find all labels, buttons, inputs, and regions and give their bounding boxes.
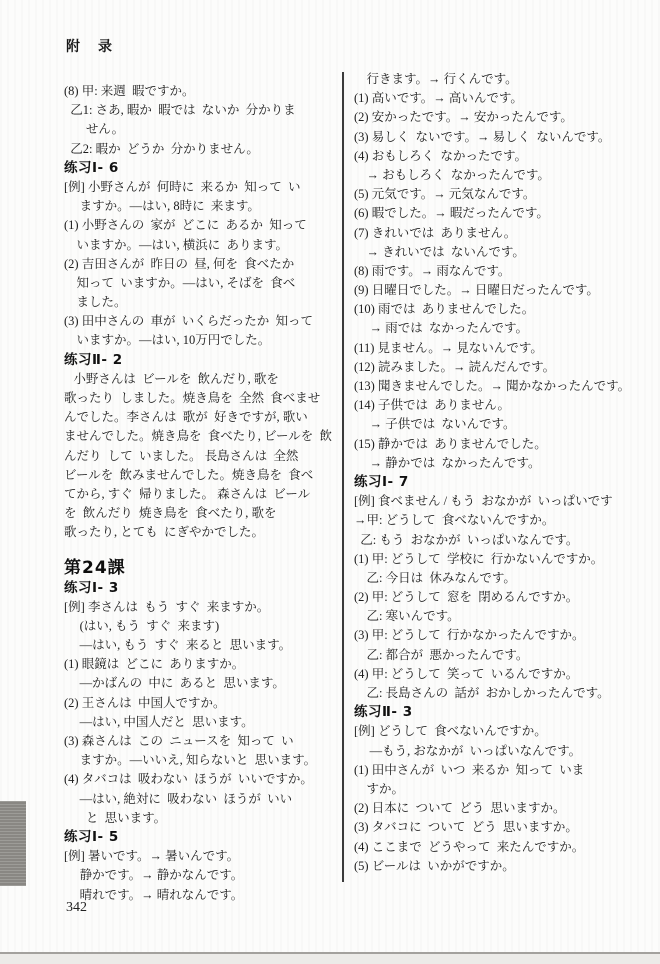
page-edge-thumb-tab <box>0 801 26 886</box>
text-line: (14) 子供では ありません。 <box>354 398 510 413</box>
exercise-heading: 练习Ⅱ- 3 <box>354 704 413 721</box>
exercise-heading: 练习Ⅰ- 6 <box>64 159 119 176</box>
text-line: [例] 暑いです。→ 暑いんです。 <box>64 849 240 864</box>
text-line: (2) 安かったです。→ 安かったんです。 <box>354 110 573 125</box>
text-line: —はい, もう すぐ 来ると 思います。 <box>64 638 292 653</box>
text-line: すか。 <box>354 781 405 796</box>
text-line: (3) 易しく ないです。→ 易しく ないんです。 <box>354 129 611 144</box>
lesson-title: 第24課 <box>64 557 126 578</box>
text-line: 小野さんは ビールを 飲んだり, 歌を <box>64 371 279 386</box>
text-line: (1) 高いです。→ 高いんです。 <box>354 91 523 106</box>
text-line: [例] どうして 食べないんですか。 <box>354 724 547 739</box>
text-line: → きれいでは ないんです。 <box>354 244 525 259</box>
exercise-heading: 练习Ⅱ- 2 <box>64 351 123 368</box>
text-line: (4) タバコは 吸わない ほうが いいですか。 <box>64 772 313 787</box>
text-line: (8) 雨です。→ 雨なんです。 <box>354 263 511 278</box>
text-line: (8) 甲: 来週 暇ですか。 <box>64 84 195 98</box>
text-line: (1) 眼鏡は どこに ありますか。 <box>64 657 245 672</box>
text-line: せん。 <box>64 122 125 137</box>
text-line: (3) 田中さんの 車が いくらだったか 知って <box>64 314 313 329</box>
text-line: (15) 静かでは ありませんでした。 <box>354 436 547 451</box>
text-line: (2) 甲: どうして 窓を 閉めるんですか。 <box>354 590 579 605</box>
text-line: 乙: 都合が 悪かったんです。 <box>354 647 529 662</box>
text-line: ビールを 飲みませんでした。焼き鳥を 食べ <box>64 467 314 482</box>
text-line: (6) 暇でした。→ 暇だったんです。 <box>354 206 549 221</box>
text-line: 乙2: 暇か どうか 分かりません。 <box>64 141 259 156</box>
text-line: (1) 甲: どうして 学校に 行かないんですか。 <box>354 551 604 566</box>
text-line: 乙: もう おなかが いっぱいなんです。 <box>354 532 579 547</box>
text-line: いますか。—はい, 横浜に あります。 <box>64 237 289 252</box>
text-line: 知って いますか。—はい, そばを 食べ <box>64 275 296 290</box>
text-line: (1) 田中さんが いつ 来るか 知って いま <box>354 762 585 777</box>
text-line: を 飲んだり 焼き鳥を 食べたり, 歌を <box>64 506 277 521</box>
text-line: → 静かでは なかったんです。 <box>354 455 541 470</box>
text-line: (2) 吉田さんが 昨日の 昼, 何を 食べたか <box>64 256 295 271</box>
text-line: ませんでした。焼き鳥を 食べたり, ビールを 飲 <box>64 429 333 444</box>
text-line: (2) 王さんは 中国人ですか。 <box>64 695 226 710</box>
right-column <box>354 70 638 876</box>
text-line: 乙: 今日は 休みなんです。 <box>354 570 516 585</box>
exercise-heading: 练习Ⅰ- 3 <box>64 579 119 596</box>
page-number: 342 <box>66 900 87 915</box>
scan-bottom-edge-shadow <box>0 954 660 964</box>
text-line: —かばんの 中に あると 思います。 <box>64 676 285 691</box>
text-line: ました。 <box>64 295 127 310</box>
text-line: (3) 甲: どうして 行かなかったんですか。 <box>354 628 585 643</box>
text-line: → 子供では ないんです。 <box>354 417 516 432</box>
text-line: 歌ったり しました。焼き鳥を 全然 食べませ <box>64 391 321 405</box>
text-line: んだり して いました。 長島さんは 全然 <box>64 448 299 463</box>
text-line: —はい, 絶対に 吸わない ほうが いい <box>64 791 293 806</box>
text-line: (4) おもしろく なかったです。 <box>354 148 527 163</box>
text-line: (9) 日曜日でした。→ 日曜日だったんです。 <box>354 283 599 298</box>
text-line: (10) 雨では ありませんでした。 <box>354 302 535 317</box>
text-line: [例] 小野さんが 何時に 来るか 知って い <box>64 179 301 194</box>
text-line: (5) ビールは いかがですか。 <box>354 858 515 873</box>
text-line: 行きます。→ 行くんです。 <box>354 72 518 86</box>
text-line: てから, すぐ 帰りました。 森さんは ビール <box>64 486 311 501</box>
text-line: ますか。—いいえ, 知らないと 思います。 <box>64 753 317 768</box>
text-line: —はい, 中国人だと 思います。 <box>64 714 254 729</box>
text-line: (2) 日本に ついて どう 思いますか。 <box>354 801 566 816</box>
text-line: (13) 聞きませんでした。→ 聞かなかったんです。 <box>354 379 631 393</box>
text-line: → 雨では なかったんです。 <box>354 321 529 336</box>
text-line: 歌ったり, とても にぎやかでした。 <box>64 525 265 540</box>
text-line: (1) 小野さんの 家が どこに あるか 知って <box>64 218 307 233</box>
text-line: ますか。—はい, 8時に 来ます。 <box>64 199 260 214</box>
appendix-header: 附 录 <box>66 39 114 55</box>
text-line: (3) 森さんは この ニュースを 知って い <box>64 734 294 748</box>
text-line: 乙1: さあ, 暇か 暇では ないか 分かりま <box>64 103 296 118</box>
text-line: [例] 食べません / もう おなかが いっぱいです <box>354 494 613 509</box>
text-line: と 思います。 <box>64 810 167 825</box>
text-line: (7) きれいでは ありません。 <box>354 225 517 240</box>
text-line: 乙: 長島さんの 話が おかしかったんです。 <box>354 686 610 700</box>
text-line: んでした。李さんは 歌が 好きですが, 歌い <box>64 410 308 425</box>
text-line: 晴れです。→ 晴れなんです。 <box>64 887 244 902</box>
column-divider-rule <box>342 72 344 882</box>
text-line: (はい, もう すぐ 来ます) <box>64 618 220 633</box>
left-column <box>64 82 342 905</box>
text-line: 乙: 寒いんです。 <box>354 609 460 624</box>
text-line: (12) 読みました。→ 読んだんです。 <box>354 359 556 374</box>
text-line: 静かです。→ 静かなんです。 <box>64 868 244 883</box>
text-line: (4) 甲: どうして 笑って いるんですか。 <box>354 666 579 681</box>
text-line: (3) タバコに ついて どう 思いますか。 <box>354 820 578 835</box>
exercise-heading: 练习Ⅰ- 7 <box>354 473 409 490</box>
text-line: (11) 見ません。→ 見ないんです。 <box>354 340 543 355</box>
text-line: → おもしろく なかったんです。 <box>354 167 550 182</box>
text-line: いますか。—はい, 10万円でした。 <box>64 333 271 348</box>
text-line: —もう, おなかが いっぱいなんです。 <box>354 743 582 758</box>
text-line: (4) ここまで どうやって 来たんですか。 <box>354 839 585 854</box>
text-line: →甲: どうして 食べないんですか。 <box>354 513 555 528</box>
text-line: [例] 李さんは もう すぐ 来ますか。 <box>64 599 270 614</box>
text-line: (5) 元気です。→ 元気なんです。 <box>354 187 536 202</box>
exercise-heading: 练习Ⅰ- 5 <box>64 828 119 845</box>
